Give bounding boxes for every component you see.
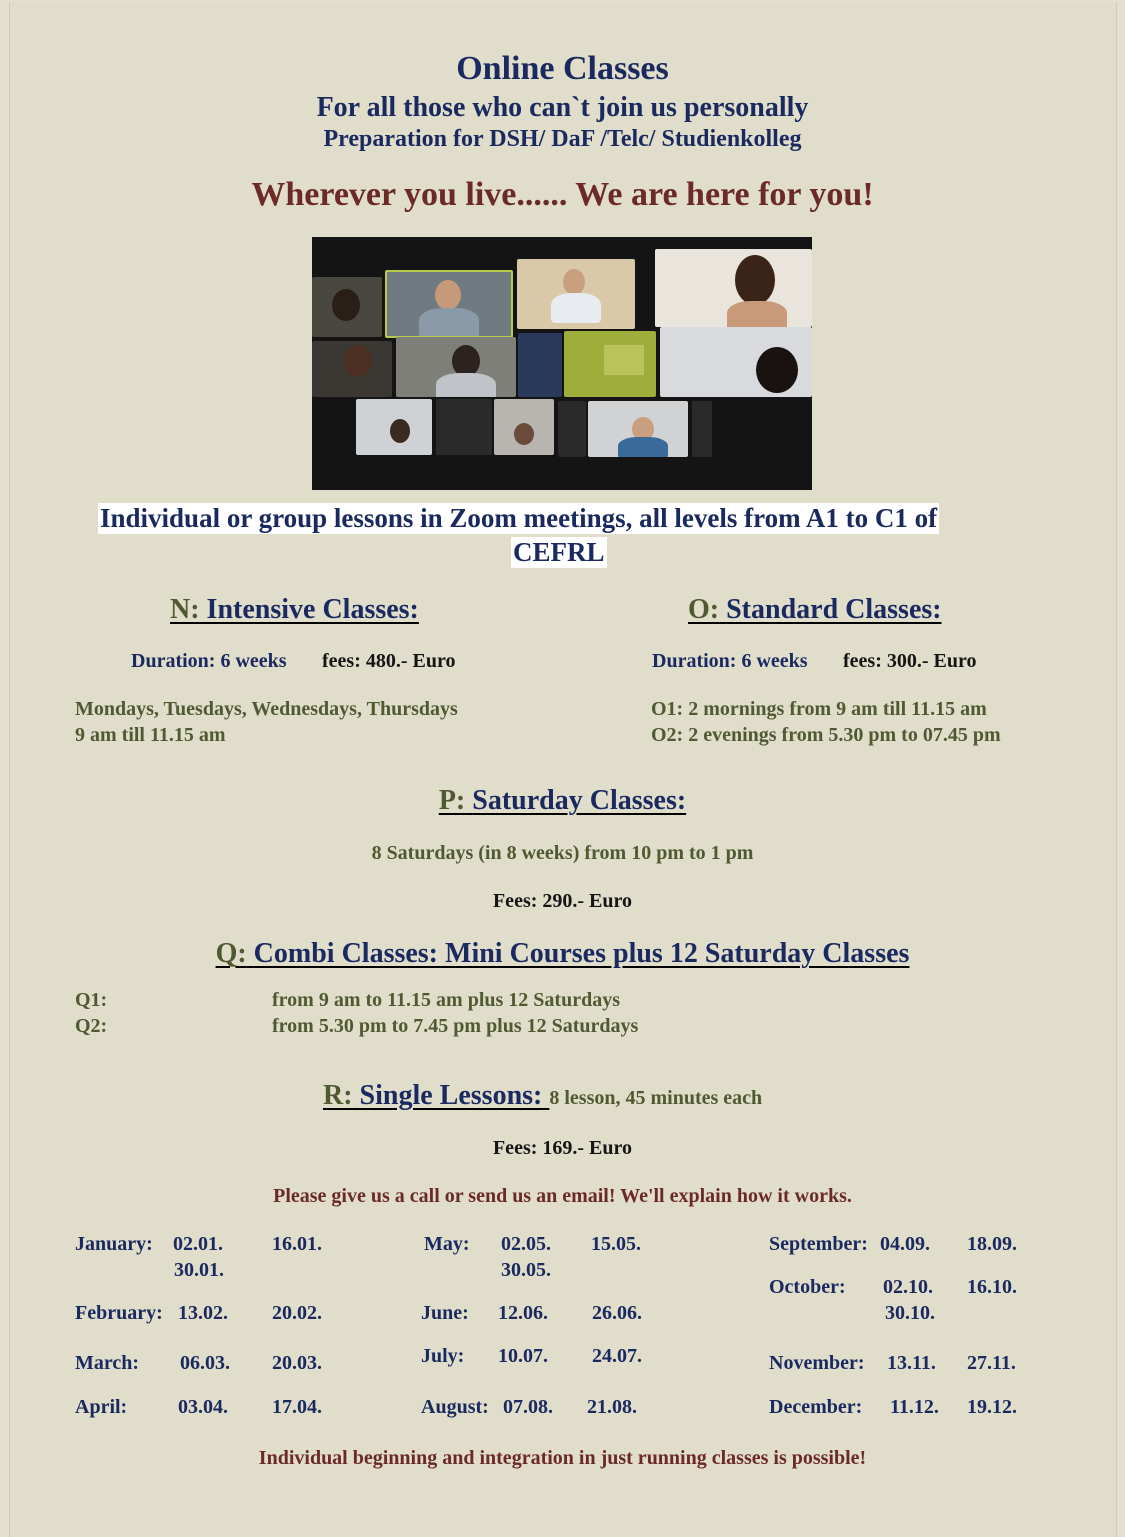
date-may-2: 15.05. — [591, 1233, 641, 1255]
intro-line-cefrl: CEFRL — [513, 537, 605, 567]
date-may-1: 02.05. — [501, 1233, 551, 1255]
date-september-2: 18.09. — [967, 1233, 1017, 1255]
month-label-april: April: — [75, 1396, 128, 1418]
single-heading — [323, 1080, 762, 1112]
date-january-1: 02.01. — [173, 1233, 223, 1255]
zoom-meeting-photo — [312, 237, 812, 490]
saturday-schedule: 8 Saturdays (in 8 weeks) from 10 pm to 1 pm — [371, 842, 754, 864]
date-july-1: 10.07. — [498, 1345, 548, 1367]
date-october-3: 30.10. — [885, 1302, 935, 1324]
intensive-time: 9 am till 11.15 am — [75, 724, 226, 746]
saturday-heading — [0, 785, 1125, 817]
month-label-february: February: — [75, 1302, 163, 1324]
date-august-1: 07.08. — [503, 1396, 553, 1418]
single-detail: 8 lesson, 45 minutes each — [549, 1087, 763, 1109]
intensive-duration: Duration: 6 weeks — [131, 650, 287, 672]
month-label-january: January: — [75, 1233, 153, 1255]
date-november-1: 13.11. — [887, 1352, 936, 1374]
intensive-fees: fees: 480.- Euro — [322, 650, 456, 672]
date-august-2: 21.08. — [587, 1396, 637, 1418]
date-march-2: 20.03. — [272, 1352, 322, 1374]
month-label-july: July: — [421, 1345, 465, 1367]
date-july-2: 24.07. — [592, 1345, 642, 1367]
page-title: Online Classes — [456, 50, 669, 87]
month-label-december: December: — [769, 1396, 863, 1418]
standard-o1: O1: 2 mornings from 9 am till 11.15 am — [651, 698, 987, 720]
standard-duration: Duration: 6 weeks — [652, 650, 808, 672]
single-title: Single Lessons: — [359, 1080, 543, 1111]
contact-line: Please give us a call or send us an email! We'll explain how it works. — [273, 1185, 852, 1207]
date-april-2: 17.04. — [272, 1396, 322, 1418]
standard-fees: fees: 300.- Euro — [843, 650, 977, 672]
combi-heading — [0, 938, 1125, 970]
subtitle: For all those who can`t join us personally — [316, 92, 809, 123]
date-april-1: 03.04. — [178, 1396, 228, 1418]
single-prefix: R: — [323, 1080, 353, 1111]
date-november-2: 27.11. — [967, 1352, 1016, 1374]
saturday-fees: Fees: 290.- Euro — [492, 890, 633, 912]
intensive-days: Mondays, Tuesdays, Wednesdays, Thursdays — [75, 698, 458, 720]
combi-q1-label: Q1: — [75, 989, 108, 1011]
date-january-3: 30.01. — [174, 1259, 224, 1281]
combi-q2-text: from 5.30 pm to 7.45 pm plus 12 Saturdays — [272, 1015, 639, 1037]
slogan: Wherever you live...... We are here for you! — [251, 176, 874, 213]
intensive-title: Intensive Classes: — [206, 594, 419, 625]
single-fees: Fees: 169.- Euro — [492, 1137, 633, 1159]
intensive-prefix: N: — [170, 594, 200, 625]
month-label-june: June: — [421, 1302, 469, 1324]
month-label-august: August: — [421, 1396, 489, 1418]
month-label-november: November: — [769, 1352, 865, 1374]
date-december-2: 19.12. — [967, 1396, 1017, 1418]
date-december-1: 11.12. — [890, 1396, 939, 1418]
footer-note: Individual beginning and integration in just running classes is possible! — [258, 1447, 867, 1469]
date-june-2: 26.06. — [592, 1302, 642, 1324]
date-march-1: 06.03. — [180, 1352, 230, 1374]
month-label-september: September: — [769, 1233, 868, 1255]
month-label-may: May: — [424, 1233, 470, 1255]
month-label-october: October: — [769, 1276, 846, 1298]
intro-line: Individual or group lessons in Zoom meetings, all levels from A1 to C1 of — [100, 503, 938, 533]
date-september-1: 04.09. — [880, 1233, 930, 1255]
saturday-prefix: P: — [438, 785, 466, 816]
saturday-title: Saturday Classes: — [472, 785, 687, 816]
date-february-2: 20.02. — [272, 1302, 322, 1324]
intensive-heading — [170, 594, 419, 626]
date-january-2: 16.01. — [272, 1233, 322, 1255]
date-may-3: 30.05. — [501, 1259, 551, 1281]
month-label-march: March: — [75, 1352, 140, 1374]
standard-prefix: O: — [688, 594, 720, 625]
standard-heading — [688, 594, 942, 626]
date-february-1: 13.02. — [178, 1302, 228, 1324]
date-october-1: 02.10. — [883, 1276, 933, 1298]
standard-o2: O2: 2 evenings from 5.30 pm to 07.45 pm — [651, 724, 1001, 746]
date-october-2: 16.10. — [967, 1276, 1017, 1298]
date-june-1: 12.06. — [498, 1302, 548, 1324]
flyer-page — [9, 2, 1117, 1537]
preparation-line: Preparation for DSH/ DaF /Telc/ Studienkolleg — [323, 126, 802, 152]
combi-title: Combi Classes: Mini Courses plus 12 Saturday Classes — [253, 938, 910, 969]
combi-q1-text: from 9 am to 11.15 am plus 12 Saturdays — [272, 989, 620, 1011]
combi-prefix: Q: — [215, 938, 247, 969]
combi-q2-label: Q2: — [75, 1015, 108, 1037]
standard-title: Standard Classes: — [726, 594, 942, 625]
